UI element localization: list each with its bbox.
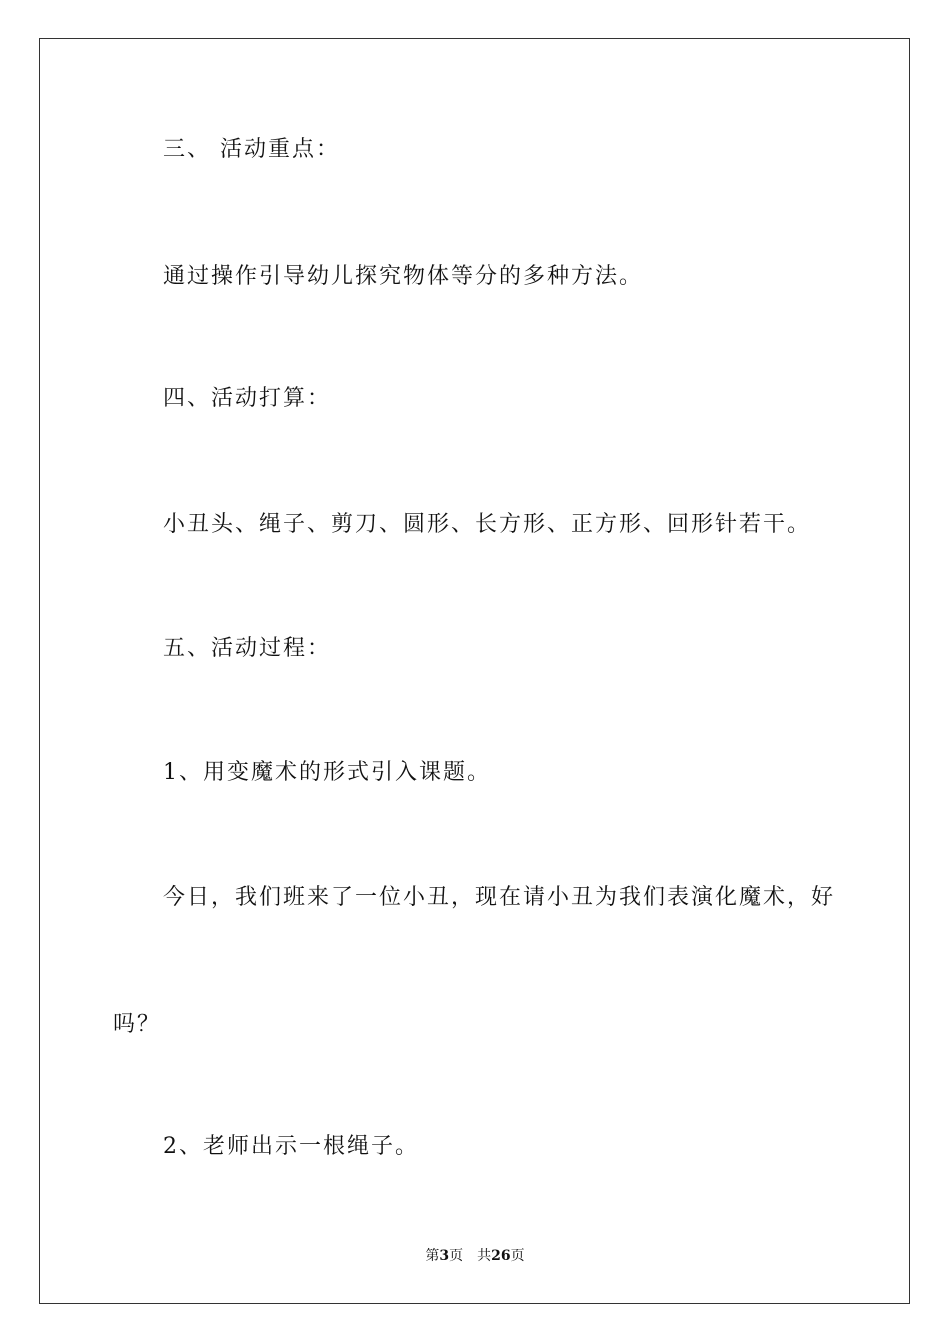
paragraph-materials: 小丑头、绳子、剪刀、圆形、长方形、正方形、回形针若干。 [163,512,812,537]
footer-page-prefix: 第 [425,1248,440,1264]
page-footer [0,1247,950,1265]
paragraph-key-point: 通过操作引导幼儿探究物体等分的多种方法。 [163,264,644,289]
page-border [39,38,910,1304]
section-heading-4: 四、活动打算： [163,386,332,411]
paragraph-intro-line-2: 吗？ [113,1012,162,1037]
footer-page-number: 3 [439,1248,450,1264]
section-heading-5: 五、活动过程： [163,636,332,661]
step-item-2: 2、老师出示一根绳子。 [163,1134,419,1159]
footer-total-pages: 26 [491,1248,511,1264]
section-heading-3: 三、 活动重点： [163,137,340,162]
footer-page-suffix: 页 [449,1248,464,1264]
step-item-1: 1、用变魔术的形式引入课题。 [163,760,491,785]
footer-total-prefix: 共 [477,1248,492,1264]
footer-total-suffix: 页 [510,1248,525,1264]
paragraph-intro-line-1: 今日，我们班来了一位小丑，现在请小丑为我们表演化魔术，好 [163,885,836,910]
